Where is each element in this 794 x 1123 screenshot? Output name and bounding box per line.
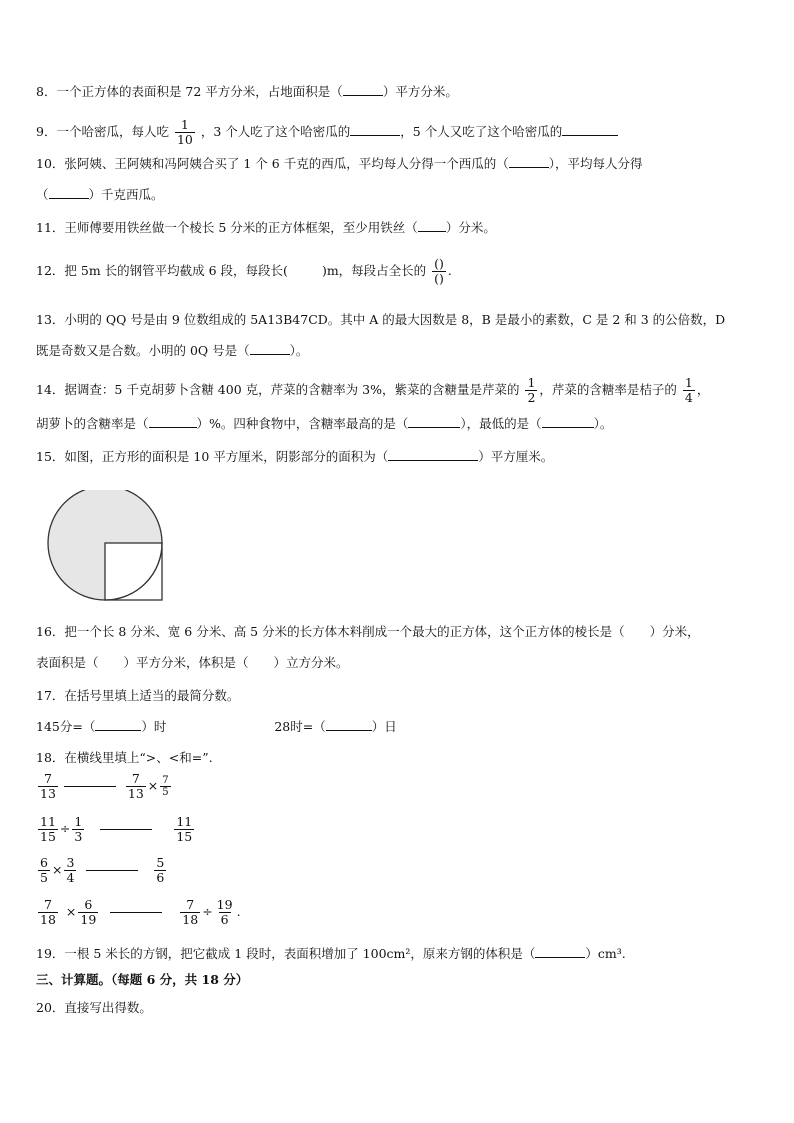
compare-blank[interactable] [86, 870, 138, 871]
question-10-line-1: 10．张阿姨、王阿姨和冯阿姨合买了 1 个 6 千克的西瓜，平均每人分得一个西瓜的（ ），平均每人分得 [36, 156, 643, 171]
question-17-items: 145分=（ ）时 28时=（ ）日 [36, 719, 397, 734]
answer-blank[interactable] [509, 156, 549, 168]
circle-square-figure [46, 490, 170, 602]
question-10-line-2: （ ）千克西瓜。 [36, 187, 164, 202]
question-14-line-2: 胡萝卜的含糖率是（ ）%。四种食物中，含糖率最高的是（ ），最低的是（ ）。 [36, 416, 613, 431]
question-20: 20．直接写出得数。 [36, 1000, 152, 1015]
question-13-line-1: 13．小明的 QQ 号是由 9 位数组成的 5A13B47CD。其中 A 的最大因数是 8，B 是最小的素数，C 是 2 和 3 的公倍数，D [36, 312, 726, 327]
question-11: 11．王师傅要用铁丝做一个棱长 5 分米的正方体框架，至少用铁丝（ ）分米。 [36, 220, 496, 235]
fraction-1-2: $\frac{1}{2}$ [527, 375, 536, 405]
answer-blank[interactable] [408, 416, 460, 428]
answer-blank[interactable] [350, 124, 400, 136]
answer-blank[interactable] [535, 946, 585, 958]
question-9: 9．一个哈密瓜，每人吃 $\frac{1}{10}$ ，3 个人吃了这个哈密瓜的 ，5 个人又吃了这个哈密瓜的 [36, 118, 618, 147]
answer-blank[interactable] [250, 343, 290, 355]
compare-row-1: $\frac{7}{13}$ $\frac{7}{13}$ × $\frac{7}{5}$ [40, 771, 169, 801]
answer-blank[interactable] [343, 84, 383, 96]
fraction-1-10: $\frac{1}{10}$ [176, 117, 193, 147]
question-19: 19．一根 5 米长的方钢，把它截成 1 段时，表面积增加了 100cm²，原来方钢的体积是（ ）cm³. [36, 946, 626, 961]
question-16-line-2: 表面积是（ ）平方分米，体积是（ ）立方分米。 [36, 655, 349, 670]
answer-blank[interactable] [95, 719, 141, 731]
question-17-title: 17．在括号里填上适当的最简分数。 [36, 688, 240, 703]
question-14-line-1: 14．据调查：5 千克胡萝卜含糖 400 克，芹菜的含糖率为 3%，紫菜的含糖量是芹菜的 $\frac{1}{2}$ ，芹菜的含糖率是桔子的 $\frac{1}{4}$ ， [36, 375, 710, 405]
question-18-title: 18．在横线里填上“>、<和=”. [36, 750, 213, 765]
compare-row-4: $\frac{7}{18}$ × $\frac{6}{19}$ $\frac{7}{18}$ ÷ $\frac{19}{6}$ . [40, 897, 241, 927]
answer-blank[interactable] [418, 220, 446, 232]
answer-blank[interactable] [542, 416, 594, 428]
question-12: 12．把 5m 长的钢管平均截成 6 段，每段长( )m，每段占全长的 $\frac{()}{()}$ . [36, 256, 452, 286]
question-15: 15．如图，正方形的面积是 10 平方厘米，阴影部分的面积为（ ）平方厘米。 [36, 449, 554, 464]
quarter-sector [105, 543, 162, 600]
compare-blank[interactable] [100, 829, 152, 830]
answer-blank[interactable] [562, 124, 618, 136]
question-8: 8．一个正方体的表面积是 72 平方分米，占地面积是（ ）平方分米。 [36, 84, 458, 99]
answer-blank[interactable] [388, 449, 478, 461]
compare-blank[interactable] [64, 786, 116, 787]
compare-row-3: $\frac{6}{5}$ × $\frac{3}{4}$ $\frac{5}{6}$ [40, 855, 165, 885]
fraction-blank[interactable]: $\frac{()}{()}$ [434, 256, 444, 286]
compare-row-2: $\frac{11}{15}$ ÷ $\frac{1}{3}$ $\frac{11}{15}$ [40, 814, 193, 844]
answer-blank[interactable] [149, 416, 197, 428]
compare-blank[interactable] [110, 912, 162, 913]
fraction-1-4: $\frac{1}{4}$ [684, 375, 693, 405]
answer-blank[interactable] [326, 719, 372, 731]
answer-blank[interactable] [49, 187, 89, 199]
question-13-line-2: 既是奇数又是合数。小明的 0Q 号是（ ）。 [36, 343, 309, 358]
question-16-line-1: 16．把一个长 8 分米、宽 6 分米、高 5 分米的长方体木料削成一个最大的正方体，这个正方体的棱长是（ ）分米， [36, 624, 700, 639]
section-3-heading: 三、计算题。（每题 6 分，共 18 分） [36, 972, 249, 987]
